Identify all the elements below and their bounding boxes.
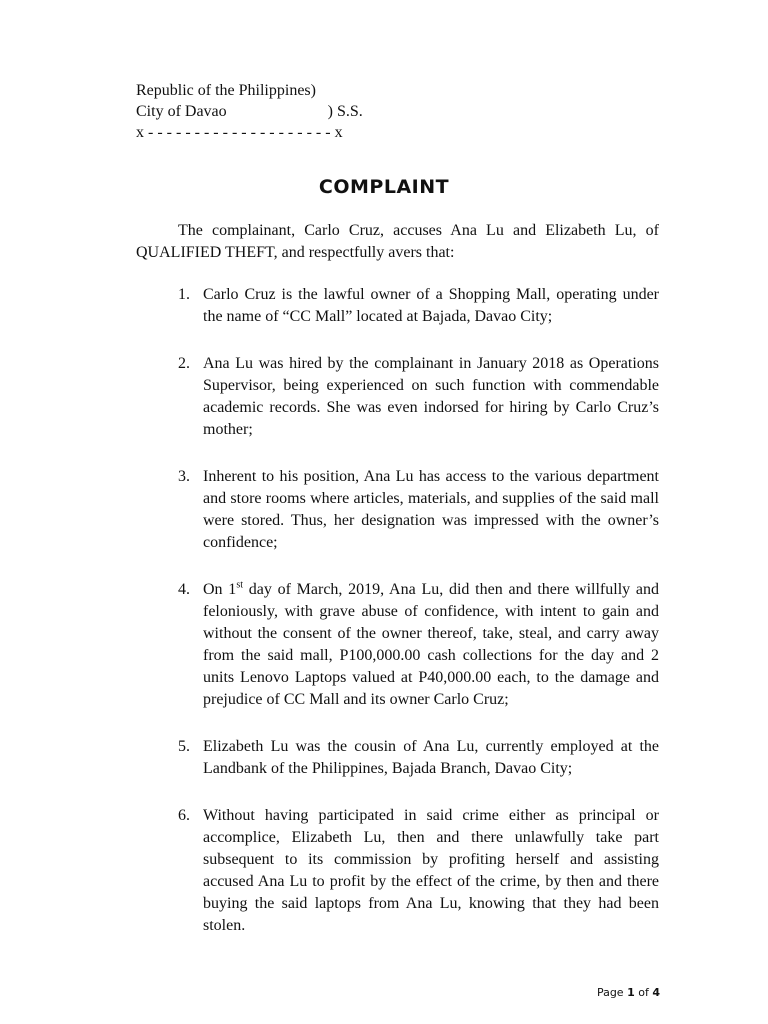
allegation-item-4 — [178, 579, 659, 711]
venue-city: City of Davao — [136, 103, 227, 120]
allegation-text-start: On 1 — [203, 581, 237, 598]
allegation-text-rest: day of March, 2019, Ana Lu, did then and there willfully and feloniously, with grave abuse of confidence, with intent to gain and without the consent of the owner thereof, take, steal, and carry away from the said mall, P100,000.00 cash collections for the day and 2 units Lenovo Laptops valued at P40,000.00 each, to the damage and prejudice of CC Mall and its owner Carlo Cruz; — [203, 581, 659, 708]
venue-separator: x - - - - - - - - - - - - - - - - - - - - x — [136, 124, 343, 141]
current-page: 1 — [627, 986, 635, 999]
allegation-text: Elizabeth Lu was the cousin of Ana Lu, currently employed at the Landbank of the Philippines, Bajada Branch, Davao City; — [203, 738, 659, 777]
allegation-item-1 — [178, 284, 659, 328]
allegation-text: Carlo Cruz is the lawful owner of a Shopping Mall, operating under the name of “CC Mall” located at Bajada, Davao City; — [203, 286, 659, 325]
allegation-item-6 — [178, 805, 659, 937]
document-title: COMPLAINT — [318, 176, 450, 198]
allegation-text: Ana Lu was hired by the complainant in January 2018 as Operations Supervisor, being experienced on such function with commendable academic records. She was even indorsed for hiring by Carlo Cruz’s mother; — [203, 355, 659, 438]
allegation-number: 4. — [178, 581, 190, 598]
page-label: Page — [596, 986, 624, 999]
allegation-item-3 — [178, 466, 659, 554]
of-label: of — [638, 986, 649, 999]
venue-ss: ) S.S. — [327, 103, 363, 120]
allegation-number: 6. — [178, 807, 190, 824]
allegation-item-2 — [178, 353, 659, 441]
venue-country: Republic of the Philippines) — [136, 82, 316, 99]
allegation-number: 3. — [178, 468, 190, 485]
allegation-number: 2. — [178, 355, 190, 372]
allegation-text: Without having participated in said crime either as principal or accomplice, Elizabeth Lu, then and there unlawfully take part subsequent to its commission by profiting herself and assisting accused Ana Lu to profit by the effect of the crime, by then and there buying the said laptops from Ana Lu, knowing that they had been stolen. — [203, 807, 659, 934]
allegation-text: Inherent to his position, Ana Lu has access to the various department and store rooms where articles, materials, and supplies of the said mall were stored. Thus, her designation was impressed with the owner’s confidence; — [203, 468, 659, 551]
allegation-number: 5. — [178, 738, 190, 755]
allegation-item-5 — [178, 736, 659, 780]
venue-city-line — [136, 101, 363, 122]
allegation-text — [203, 581, 659, 708]
intro-paragraph: The complainant, Carlo Cruz, accuses Ana Lu and Elizabeth Lu, of QUALIFIED THEFT, and respectfully avers that: — [136, 222, 659, 261]
allegations-list — [178, 284, 659, 962]
allegation-number: 1. — [178, 286, 190, 303]
venue-header — [136, 80, 363, 143]
ordinal-suffix: st — [236, 579, 243, 591]
total-pages: 4 — [652, 986, 660, 999]
page-number — [597, 986, 660, 999]
